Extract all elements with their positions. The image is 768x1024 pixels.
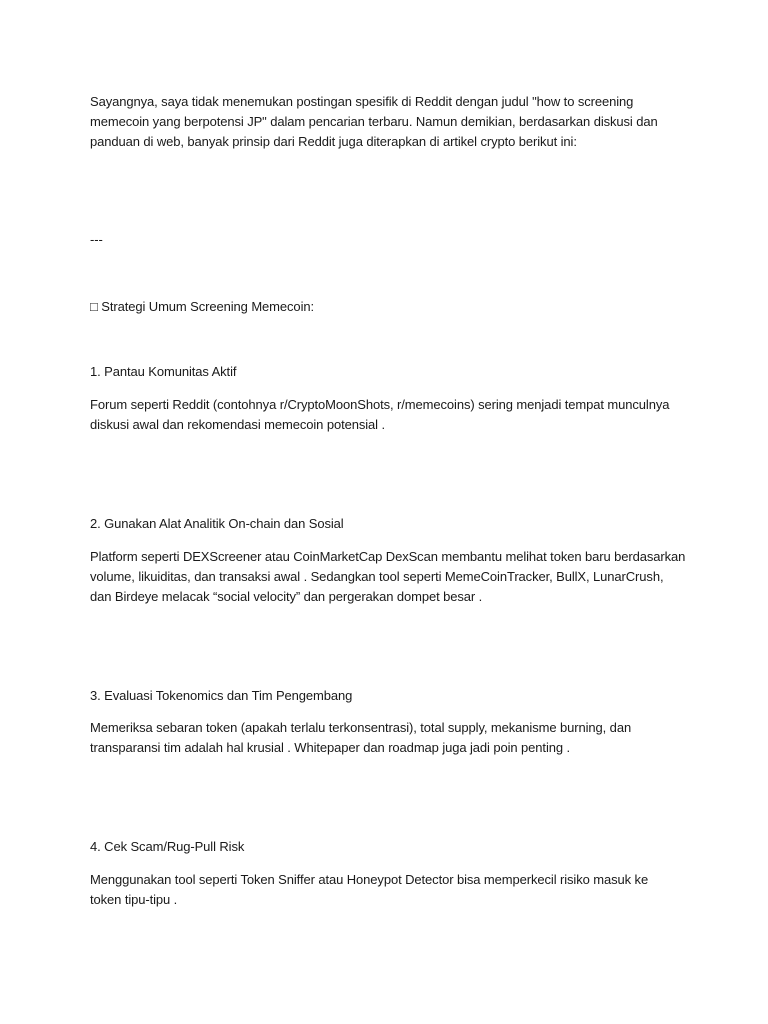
strategy-heading: □ Strategi Umum Screening Memecoin: bbox=[90, 299, 314, 314]
section-paragraph bbox=[90, 718, 690, 758]
section-line: Memeriksa sebaran token (apakah terlalu terkonsentrasi), total supply, mekanisme burning, dan bbox=[90, 720, 632, 735]
intro-line: memecoin yang berpotensi JP" dalam pencarian terbaru. Namun demikian, berdasarkan diskusi dan bbox=[90, 114, 658, 129]
section-line: volume, likuiditas, dan transaksi awal . Sedangkan tool seperti MemeCoinTracker, BullX, LunarCrush, bbox=[90, 569, 664, 584]
section-title: 3. Evaluasi Tokenomics dan Tim Pengembang bbox=[90, 688, 353, 703]
intro-line: panduan di web, banyak prinsip dari Reddit juga diterapkan di artikel crypto berikut ini: bbox=[90, 134, 577, 149]
section-line: Platform seperti DEXScreener atau CoinMarketCap DexScan membantu melihat token baru berdasarkan bbox=[90, 549, 686, 564]
intro-paragraph bbox=[90, 92, 690, 152]
separator: --- bbox=[90, 232, 103, 247]
section-line: Forum seperti Reddit (contohnya r/CryptoMoonShots, r/memecoins) sering menjadi tempat munculnya bbox=[90, 397, 670, 412]
section-line: diskusi awal dan rekomendasi memecoin potensial . bbox=[90, 417, 385, 432]
section-title: 4. Cek Scam/Rug-Pull Risk bbox=[90, 839, 245, 854]
section-paragraph bbox=[90, 870, 690, 910]
section-paragraph bbox=[90, 547, 690, 607]
intro-line: Sayangnya, saya tidak menemukan postingan spesifik di Reddit dengan judul "how to screening bbox=[90, 94, 634, 109]
section-line: Menggunakan tool seperti Token Sniffer atau Honeypot Detector bisa memperkecil risiko masuk ke bbox=[90, 872, 649, 887]
section-title: 1. Pantau Komunitas Aktif bbox=[90, 364, 237, 379]
section-line: transparansi tim adalah hal krusial . Whitepaper dan roadmap juga jadi poin penting . bbox=[90, 740, 571, 755]
section-line: dan Birdeye melacak “social velocity” dan pergerakan dompet besar . bbox=[90, 589, 483, 604]
section-title: 2. Gunakan Alat Analitik On-chain dan Sosial bbox=[90, 516, 344, 531]
section-paragraph bbox=[90, 395, 690, 435]
section-line: token tipu-tipu . bbox=[90, 892, 178, 907]
